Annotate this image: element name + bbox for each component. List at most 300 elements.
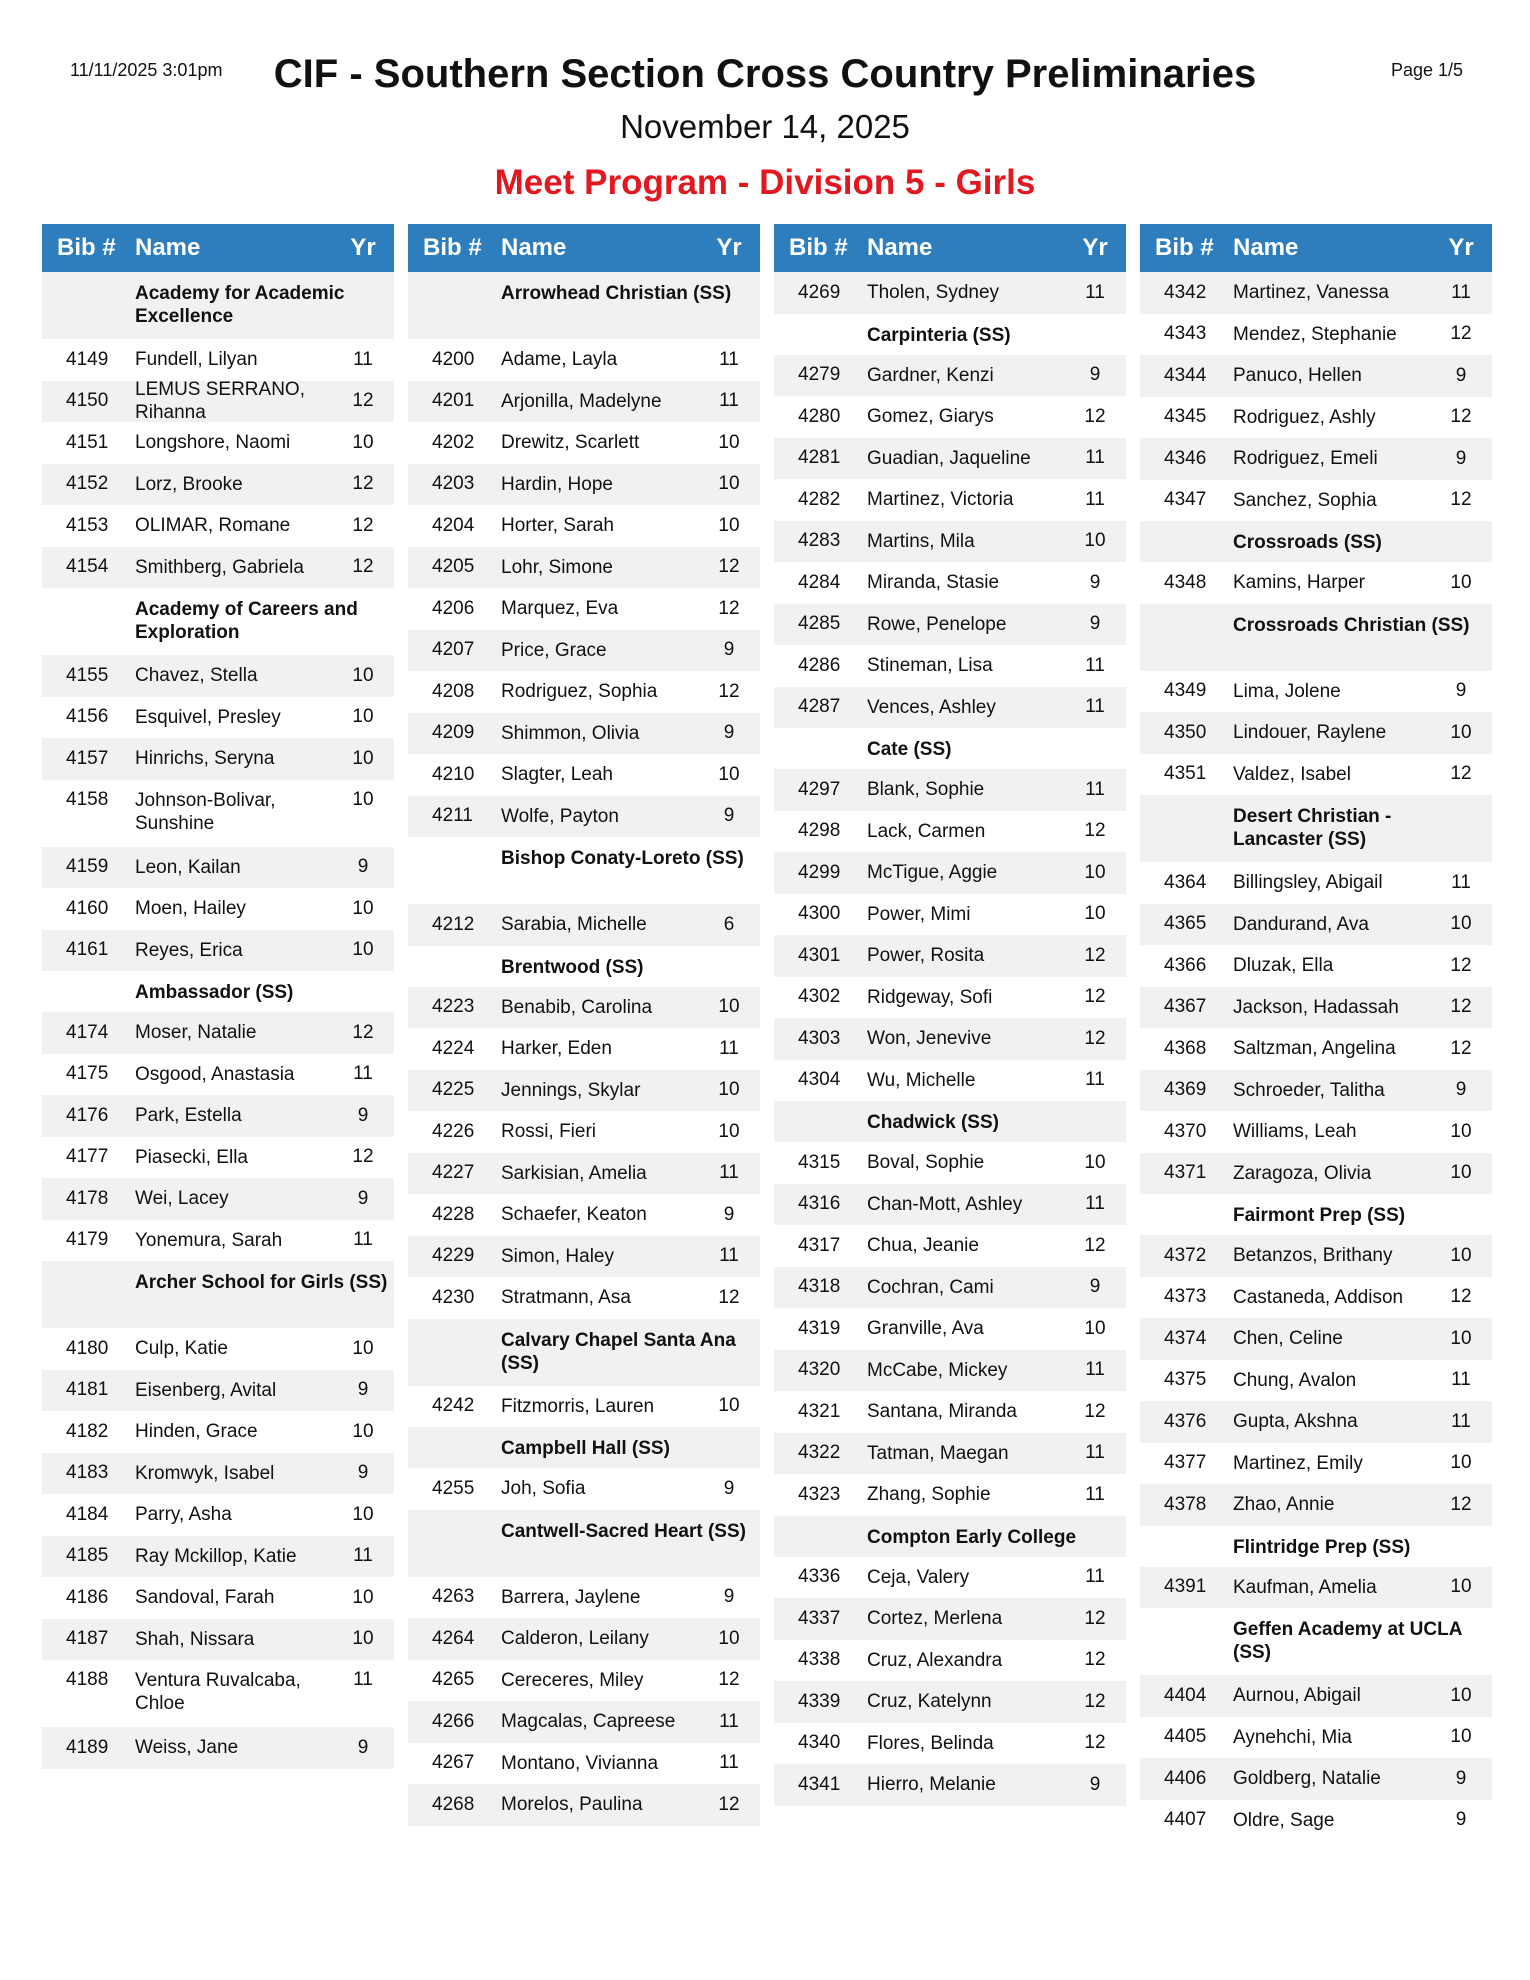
bib-number: 4265 <box>432 1669 475 1691</box>
grade-year: 12 <box>1450 406 1472 428</box>
athlete-name: Morelos, Paulina <box>501 1794 643 1816</box>
bib-number: 4174 <box>66 1021 109 1043</box>
athlete-row <box>774 1308 1126 1350</box>
athlete-name: Ventura Ruvalcaba, Chloe <box>135 1670 301 1714</box>
athlete-name: Shah, Nissara <box>135 1628 255 1650</box>
grade-year: 11 <box>1451 281 1471 303</box>
grade-year: 12 <box>1084 1607 1106 1629</box>
school-heading <box>774 314 1126 355</box>
athlete-row <box>774 1681 1126 1723</box>
bib-number: 4177 <box>66 1146 109 1168</box>
bib-number: 4376 <box>1164 1410 1207 1432</box>
bib-number: 4203 <box>432 473 475 495</box>
bib-number: 4153 <box>66 514 109 536</box>
athlete-name: Hinrichs, Seryna <box>135 748 275 770</box>
year-header: Yr <box>1448 234 1474 261</box>
name-header: Name <box>1233 234 1299 261</box>
grade-year: 12 <box>1450 323 1472 345</box>
athlete-name: Martinez, Victoria <box>867 489 1014 511</box>
bib-number: 4184 <box>66 1503 109 1525</box>
bib-number: 4370 <box>1164 1120 1207 1142</box>
bib-header: Bib # <box>789 234 848 261</box>
school-heading <box>774 728 1126 769</box>
athlete-row <box>774 1184 1126 1226</box>
grade-year: 10 <box>352 664 374 686</box>
grade-year: 9 <box>1089 1773 1101 1795</box>
school-name: Fairmont Prep (SS) <box>1233 1205 1406 1226</box>
bib-number: 4228 <box>432 1203 475 1225</box>
athlete-name: Santana, Miranda <box>867 1401 1017 1423</box>
grade-year: 12 <box>352 556 374 578</box>
athlete-name: Arjonilla, Madelyne <box>501 390 662 412</box>
bib-number: 4287 <box>798 696 841 718</box>
school-heading <box>774 1101 1126 1142</box>
grade-year: 12 <box>718 1669 740 1691</box>
athlete-row <box>408 505 760 547</box>
bib-number: 4299 <box>798 861 841 883</box>
athlete-row <box>408 1070 760 1112</box>
grade-year: 9 <box>1089 364 1101 386</box>
grade-year: 12 <box>1450 1286 1472 1308</box>
bib-number: 4156 <box>66 706 109 728</box>
school-name: Brentwood (SS) <box>501 956 644 978</box>
athlete-row <box>1140 1070 1492 1112</box>
athlete-row <box>1140 754 1492 796</box>
bib-number: 4279 <box>798 364 841 386</box>
athlete-row <box>408 588 760 630</box>
athlete-row <box>42 1137 394 1179</box>
athlete-name: Sarabia, Michelle <box>501 914 647 936</box>
athlete-name: Sandoval, Farah <box>135 1587 275 1609</box>
athlete-name: Slagter, Leah <box>501 764 613 786</box>
grade-year: 9 <box>357 1187 369 1209</box>
athlete-row <box>774 604 1126 646</box>
grade-year: 10 <box>352 1586 374 1608</box>
grade-year: 11 <box>353 348 373 370</box>
bib-number: 4180 <box>66 1337 109 1359</box>
school-heading <box>408 272 760 339</box>
athlete-row <box>1140 1277 1492 1319</box>
athlete-name: Kaufman, Amelia <box>1233 1576 1377 1598</box>
athlete-row <box>774 1433 1126 1475</box>
bib-number: 4373 <box>1164 1286 1207 1308</box>
athlete-name: Lohr, Simone <box>501 556 613 578</box>
bib-number: 4371 <box>1164 1162 1207 1184</box>
bib-number: 4285 <box>798 613 841 635</box>
athlete-row <box>774 645 1126 687</box>
athlete-name: Horter, Sarah <box>501 515 614 537</box>
bib-number: 4391 <box>1164 1576 1207 1598</box>
athlete-name: Mendez, Stephanie <box>1233 323 1397 345</box>
grade-year: 12 <box>1450 996 1472 1018</box>
bib-number: 4179 <box>66 1229 109 1251</box>
athlete-name: Rodriguez, Sophia <box>501 681 658 703</box>
athlete-row <box>42 780 394 847</box>
athlete-row <box>774 1060 1126 1102</box>
athlete-name: Chen, Celine <box>1233 1328 1343 1350</box>
athlete-row <box>774 396 1126 438</box>
athlete-name: Price, Grace <box>501 639 607 661</box>
athlete-name: Goldberg, Natalie <box>1233 1768 1381 1790</box>
athlete-row <box>774 687 1126 729</box>
bib-number: 4175 <box>66 1063 109 1085</box>
school-heading <box>408 837 760 904</box>
bib-number: 4223 <box>432 996 475 1018</box>
athlete-name: Boval, Sophie <box>867 1152 985 1174</box>
athlete-name: Chavez, Stella <box>135 665 258 687</box>
grade-year: 10 <box>352 431 374 453</box>
athlete-name: Rodriguez, Ashly <box>1233 406 1376 428</box>
bib-number: 4339 <box>798 1690 841 1712</box>
grade-year: 10 <box>718 514 740 536</box>
athlete-row <box>774 1225 1126 1267</box>
athlete-row <box>408 987 760 1029</box>
athlete-name: Esquivel, Presley <box>135 706 281 728</box>
athlete-row <box>1140 1567 1492 1609</box>
entries-column-3 <box>774 224 1126 1806</box>
school-heading <box>1140 604 1492 671</box>
grade-year: 11 <box>719 1752 739 1774</box>
athlete-name: Oldre, Sage <box>1233 1809 1335 1831</box>
bib-number: 4372 <box>1164 1244 1207 1266</box>
athlete-row <box>1140 355 1492 397</box>
grade-year: 12 <box>352 390 374 412</box>
grade-year: 12 <box>352 1146 374 1168</box>
athlete-name: Betanzos, Brithany <box>1233 1245 1393 1267</box>
grade-year: 11 <box>1085 447 1105 469</box>
entries-column-2 <box>408 224 760 1826</box>
grade-year: 12 <box>718 556 740 578</box>
bib-number: 4316 <box>798 1193 841 1215</box>
school-name: Cate (SS) <box>867 739 952 760</box>
grade-year: 10 <box>718 1120 740 1142</box>
athlete-row <box>1140 1360 1492 1402</box>
athlete-name: Aurnou, Abigail <box>1233 1685 1361 1707</box>
grade-year: 9 <box>723 722 735 744</box>
bib-number: 4154 <box>66 556 109 578</box>
bib-number: 4209 <box>432 722 475 744</box>
athlete-row <box>774 811 1126 853</box>
athlete-name: Yonemura, Sarah <box>135 1229 283 1251</box>
bib-number: 4155 <box>66 664 109 686</box>
athlete-row <box>408 1028 760 1070</box>
athlete-name: Chung, Avalon <box>1233 1369 1357 1391</box>
bib-number: 4405 <box>1164 1726 1207 1748</box>
bib-number: 4210 <box>432 763 475 785</box>
grade-year: 11 <box>719 1710 739 1732</box>
grade-year: 12 <box>352 514 374 536</box>
bib-number: 4346 <box>1164 447 1207 469</box>
column-header <box>1140 224 1492 272</box>
athlete-name: Jennings, Skylar <box>501 1079 641 1101</box>
school-name: Cantwell-Sacred Heart (SS) <box>501 1520 746 1542</box>
name-header: Name <box>501 234 567 261</box>
grade-year: 9 <box>723 1203 735 1225</box>
athlete-name: Magcalas, Capreese <box>501 1711 676 1733</box>
bib-number: 4189 <box>66 1736 109 1758</box>
bib-number: 4368 <box>1164 1037 1207 1059</box>
athlete-name: McCabe, Mickey <box>867 1359 1008 1381</box>
school-name: Ambassador (SS) <box>135 982 294 1003</box>
athlete-row <box>774 1557 1126 1599</box>
athlete-name: Montano, Vivianna <box>501 1752 659 1774</box>
grade-year: 11 <box>719 348 739 370</box>
grade-year: 9 <box>1455 1809 1467 1831</box>
bib-number: 4340 <box>798 1732 841 1754</box>
grade-year: 10 <box>352 1503 374 1525</box>
grade-year: 9 <box>357 856 369 878</box>
bib-number: 4344 <box>1164 364 1207 386</box>
school-name: Carpinteria (SS) <box>867 324 1011 346</box>
bib-number: 4149 <box>66 348 109 370</box>
bib-number: 4266 <box>432 1710 475 1732</box>
athlete-row <box>42 464 394 506</box>
school-heading <box>42 272 394 339</box>
grade-year: 10 <box>1450 1327 1472 1349</box>
athlete-name: Wolfe, Payton <box>501 805 619 827</box>
bib-number: 4369 <box>1164 1079 1207 1101</box>
athlete-row <box>42 655 394 697</box>
school-name: Compton Early College <box>867 1526 1077 1548</box>
athlete-name: Wu, Michelle <box>867 1069 976 1091</box>
athlete-row <box>408 464 760 506</box>
athlete-row <box>408 1236 760 1278</box>
athlete-name: Flores, Belinda <box>867 1732 994 1754</box>
athlete-row <box>1140 1758 1492 1800</box>
athlete-row <box>42 1012 394 1054</box>
athlete-row <box>1140 1443 1492 1485</box>
grade-year: 12 <box>1450 954 1472 976</box>
bib-number: 4286 <box>798 654 841 676</box>
athlete-row <box>408 630 760 672</box>
grade-year: 10 <box>1450 721 1472 743</box>
bib-number: 4208 <box>432 680 475 702</box>
bib-number: 4211 <box>432 805 473 827</box>
athlete-name: Parry, Asha <box>135 1504 232 1526</box>
athlete-name: Drewitz, Scarlett <box>501 432 640 454</box>
bib-number: 4351 <box>1164 763 1207 785</box>
athlete-row <box>408 1743 760 1785</box>
athlete-name: Hierro, Melanie <box>867 1774 996 1796</box>
athlete-row <box>42 505 394 547</box>
athlete-row <box>1140 1717 1492 1759</box>
athlete-row <box>1140 1318 1492 1360</box>
bib-number: 4157 <box>66 747 109 769</box>
athlete-name: Eisenberg, Avital <box>135 1379 277 1401</box>
athlete-name: Cereceres, Miley <box>501 1669 644 1691</box>
athlete-name: Chan-Mott, Ashley <box>867 1193 1023 1215</box>
bib-number: 4176 <box>66 1104 109 1126</box>
bib-number: 4150 <box>66 390 109 412</box>
athlete-row <box>42 697 394 739</box>
year-header: Yr <box>350 234 376 261</box>
school-heading <box>1140 795 1492 862</box>
athlete-row <box>408 1701 760 1743</box>
athlete-name: Williams, Leah <box>1233 1121 1357 1143</box>
grade-year: 12 <box>1084 1400 1106 1422</box>
bib-number: 4281 <box>798 447 841 469</box>
athlete-row <box>42 1536 394 1578</box>
bib-number: 4224 <box>432 1037 475 1059</box>
athlete-row <box>774 272 1126 314</box>
school-name: Bishop Conaty-Loreto (SS) <box>501 848 744 869</box>
bib-number: 4322 <box>798 1442 841 1464</box>
athlete-name: Billingsley, Abigail <box>1233 872 1383 894</box>
athlete-name: Tholen, Sydney <box>867 282 1000 304</box>
grade-year: 10 <box>352 897 374 919</box>
grade-year: 10 <box>1084 903 1106 925</box>
athlete-name: Simon, Haley <box>501 1245 614 1267</box>
bib-number: 4183 <box>66 1462 109 1484</box>
athlete-row <box>1140 1484 1492 1526</box>
athlete-name: Sanchez, Sophia <box>1233 489 1377 511</box>
athlete-row <box>408 1577 760 1619</box>
bib-number: 4284 <box>798 571 841 593</box>
athlete-name: McTigue, Aggie <box>867 862 998 884</box>
athlete-row <box>774 521 1126 563</box>
bib-number: 4321 <box>798 1400 841 1422</box>
athlete-name: Schaefer, Keaton <box>501 1204 647 1226</box>
bib-number: 4151 <box>66 431 109 453</box>
school-heading <box>774 1516 1126 1557</box>
athlete-row <box>42 1619 394 1661</box>
bib-number: 4378 <box>1164 1493 1207 1515</box>
school-name: Arrowhead Christian (SS) <box>501 283 732 304</box>
athlete-row <box>42 547 394 589</box>
athlete-name: Cortez, Merlena <box>867 1608 1003 1630</box>
athlete-row <box>408 754 760 796</box>
athlete-name: Rodriguez, Emeli <box>1233 448 1378 470</box>
bib-number: 4159 <box>66 856 109 878</box>
athlete-row <box>774 1391 1126 1433</box>
athlete-name: Kromwyk, Isabel <box>135 1462 275 1484</box>
bib-number: 4374 <box>1164 1327 1207 1349</box>
athlete-name: LEMUS SERRANO, Rihanna <box>135 379 305 424</box>
grade-year: 11 <box>719 1162 739 1184</box>
athlete-row <box>408 671 760 713</box>
athlete-name: Moser, Natalie <box>135 1022 257 1044</box>
athlete-row <box>42 339 394 381</box>
bib-number: 4207 <box>432 639 475 661</box>
athlete-name: Moen, Hailey <box>135 898 246 920</box>
athlete-row <box>1140 904 1492 946</box>
bib-number: 4342 <box>1164 281 1207 303</box>
grade-year: 9 <box>357 1462 369 1484</box>
grade-year: 12 <box>1450 763 1472 785</box>
grade-year: 12 <box>1450 1037 1472 1059</box>
school-heading <box>408 1319 760 1386</box>
bib-number: 4152 <box>66 473 109 495</box>
grade-year: 12 <box>1084 1690 1106 1712</box>
year-header: Yr <box>1082 234 1108 261</box>
athlete-name: Chua, Jeanie <box>867 1235 979 1257</box>
athlete-name: Dluzak, Ella <box>1233 955 1334 977</box>
grade-year: 9 <box>1455 364 1467 386</box>
grade-year: 12 <box>1084 1732 1106 1754</box>
athlete-row <box>1140 1153 1492 1195</box>
grade-year: 9 <box>1089 1276 1101 1298</box>
grade-year: 10 <box>1450 1120 1472 1142</box>
grade-year: 9 <box>357 1104 369 1126</box>
bib-number: 4158 <box>66 788 109 810</box>
bib-number: 4348 <box>1164 571 1207 593</box>
column-header <box>408 224 760 272</box>
athlete-row <box>1140 438 1492 480</box>
grade-year: 12 <box>1450 1493 1472 1515</box>
bib-number: 4201 <box>432 390 475 412</box>
bib-number: 4186 <box>66 1586 109 1608</box>
athlete-row <box>408 1660 760 1702</box>
grade-year: 9 <box>723 1586 735 1608</box>
athlete-row <box>774 977 1126 1019</box>
grade-year: 10 <box>1450 913 1472 935</box>
athlete-row <box>42 1095 394 1137</box>
athlete-row <box>1140 314 1492 356</box>
athlete-row <box>408 1277 760 1319</box>
grade-year: 9 <box>357 1379 369 1401</box>
grade-year: 10 <box>718 1079 740 1101</box>
athlete-name: Harker, Eden <box>501 1038 612 1060</box>
grade-year: 11 <box>1451 1410 1471 1432</box>
athlete-row <box>774 769 1126 811</box>
athlete-row <box>408 1386 760 1428</box>
school-name: Crossroads Christian (SS) <box>1233 614 1470 636</box>
bib-number: 4181 <box>66 1379 109 1401</box>
athlete-name: Fitzmorris, Lauren <box>501 1395 655 1417</box>
grade-year: 10 <box>718 1395 740 1417</box>
bib-number: 4227 <box>432 1162 475 1184</box>
athlete-row <box>408 713 760 755</box>
bib-number: 4349 <box>1164 680 1207 702</box>
athlete-name: Guadian, Jaqueline <box>867 447 1031 469</box>
athlete-name: Cruz, Alexandra <box>867 1649 1003 1671</box>
grade-year: 11 <box>353 1229 373 1251</box>
athlete-name: Marquez, Eva <box>501 598 619 620</box>
athlete-name: Gupta, Akshna <box>1233 1411 1358 1433</box>
bib-header: Bib # <box>57 234 116 261</box>
grade-year: 12 <box>352 1021 374 1043</box>
athlete-row <box>42 1328 394 1370</box>
grade-year: 9 <box>1455 680 1467 702</box>
grade-year: 11 <box>719 1037 739 1059</box>
athlete-name: Valdez, Isabel <box>1233 763 1351 785</box>
athlete-name: Stineman, Lisa <box>867 655 993 677</box>
athlete-row <box>42 1660 394 1727</box>
bib-number: 4404 <box>1164 1684 1207 1706</box>
grade-year: 10 <box>718 431 740 453</box>
bib-number: 4303 <box>798 1027 841 1049</box>
grade-year: 10 <box>352 788 374 810</box>
athlete-row <box>42 1453 394 1495</box>
grade-year: 10 <box>1084 1317 1106 1339</box>
entries-column-1 <box>42 224 394 1769</box>
grade-year: 9 <box>723 1477 735 1499</box>
grade-year: 11 <box>1085 1442 1105 1464</box>
athlete-name: Power, Mimi <box>867 903 971 925</box>
bib-number: 4298 <box>798 820 841 842</box>
athlete-row <box>42 1411 394 1453</box>
athlete-row <box>1140 1111 1492 1153</box>
athlete-row <box>774 1640 1126 1682</box>
grade-year: 9 <box>723 805 735 827</box>
bib-number: 4367 <box>1164 996 1207 1018</box>
bib-number: 4407 <box>1164 1809 1207 1831</box>
bib-number: 4185 <box>66 1545 109 1567</box>
athlete-row <box>408 904 760 946</box>
school-heading <box>42 1261 394 1328</box>
grade-year: 12 <box>718 1286 740 1308</box>
athlete-name: Lima, Jolene <box>1233 680 1341 702</box>
